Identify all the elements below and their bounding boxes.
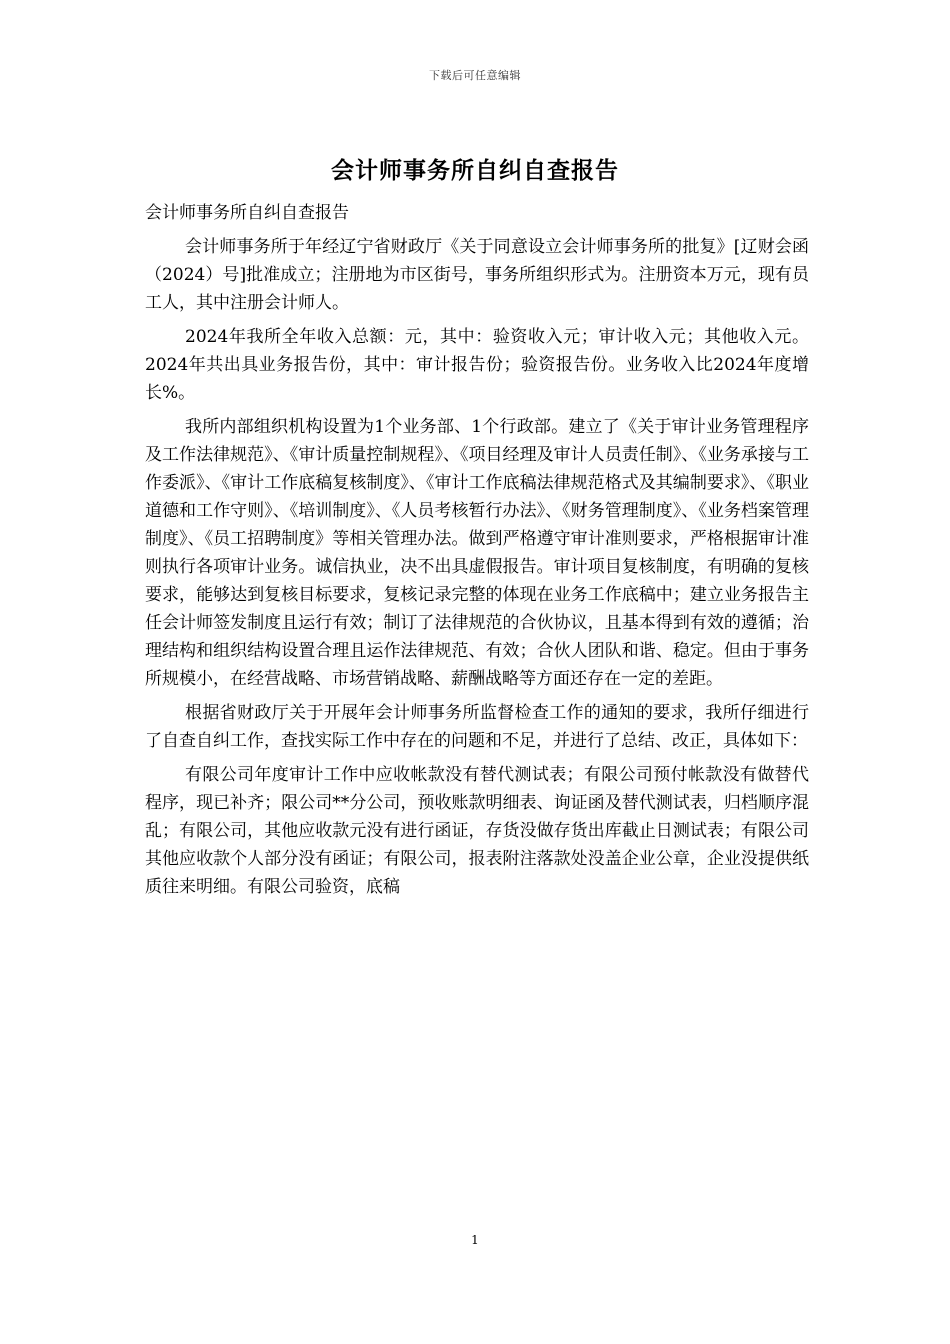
header-note: 下载后可任意编辑 xyxy=(429,69,521,82)
paragraph: 2024年我所全年收入总额：元，其中：验资收入元；审计收入元；其他收入元。2024年共出具业务报告份，其中：审计报告份；验资报告份。业务收入比2024年度增长%。 xyxy=(145,327,809,403)
paragraph: 我所内部组织机构设置为1个业务部、1个行政部。建立了《关于审计业务管理程序及工作法律规范》、《审计质量控制规程》、《项目经理及审计人员责任制》、《业务承接与工作委派》、《审计工作底稿复核制度》、《审计工作底稿法律规范格式及其编制要求》、《职业道德和工作守则》、《培训制度》、《人员考核暂行办法》、《财务管理制度》、《业务档案管理制度》、《员工招聘制度》等相关管理办法。做到严格遵守审计准则要求，严格根据审计准则执行各项审计业务。诚信执业，决不出具虚假报告。审计项目复核制度，有明确的复核要求，能够达到复核目标要求，复核记录完整的体现在业务工作底稿中；建立业务报告主任会计师签发制度且运行有效；制订了法律规范的合伙协议，且基本得到有效的遵循；治理结构和组织结构设置合理且运作法律规范、有效；合伙人团队和谐、稳定。但由于事务所规模小，在经营战略、市场营销战略、薪酬战略等方面还存在一定的差距。 xyxy=(145,417,809,689)
page-title: 会计师事务所自纠自查报告 xyxy=(331,158,619,184)
document-body xyxy=(145,199,809,901)
page-number: 1 xyxy=(471,1233,479,1247)
paragraph: 有限公司年度审计工作中应收帐款没有替代测试表；有限公司预付帐款没有做替代程序，现已补齐；限公司**分公司，预收账款明细表、询证函及替代测试表，归档顺序混乱；有限公司，其他应收款元没有进行函证，存货没做存货出库截止日测试表；有限公司其他应收款个人部分没有函证；有限公司，报表附注落款处没盖企业公章，企业没提供纸质往来明细。有限公司验资，底稿 xyxy=(145,765,809,897)
paragraph: 会计师事务所于年经辽宁省财政厅《关于同意设立会计师事务所的批复》[辽财会函（2024）号]批准成立；注册地为市区街号，事务所组织形式为。注册资本万元，现有员工人，其中注册会计师人。 xyxy=(145,237,809,313)
paragraph: 根据省财政厅关于开展年会计师事务所监督检查工作的通知的要求，我所仔细进行了自查自纠工作，查找实际工作中存在的问题和不足，并进行了总结、改正，具体如下： xyxy=(145,703,809,751)
paragraph-subtitle: 会计师事务所自纠自查报告 xyxy=(145,203,349,223)
